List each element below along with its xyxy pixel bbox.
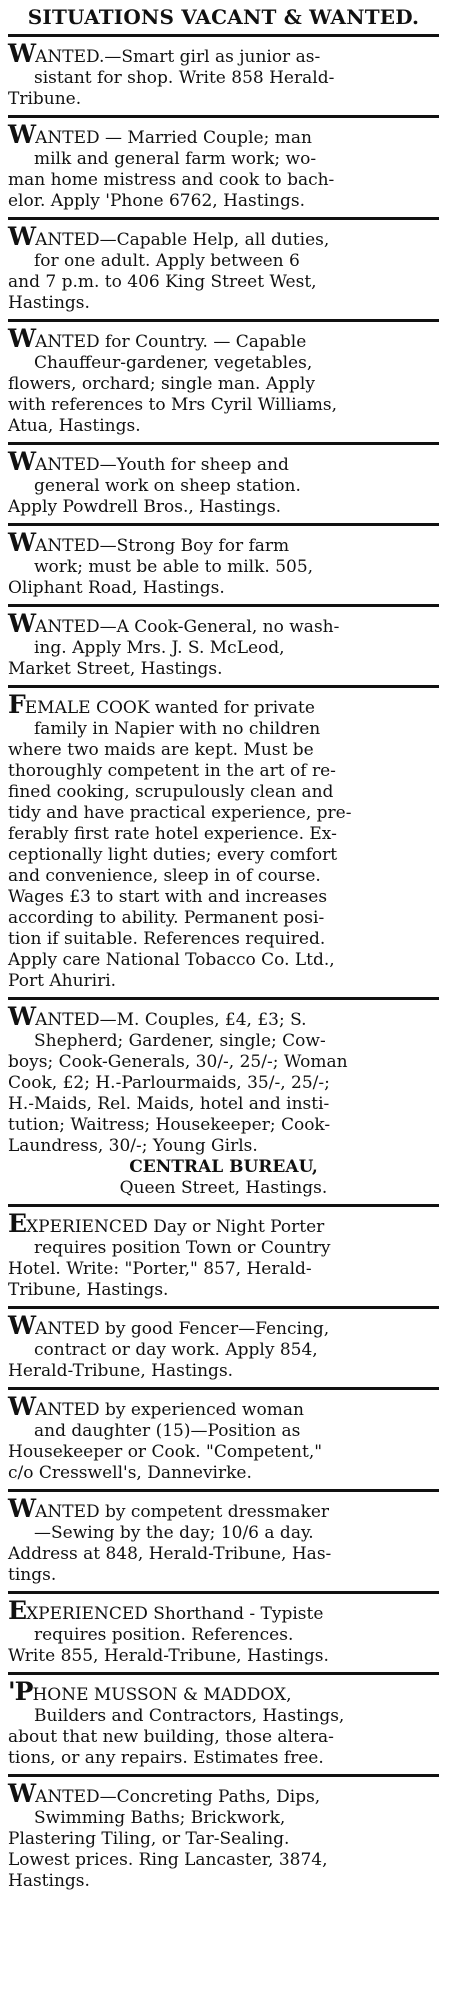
ad-line: requires position Town or Country [34, 1238, 331, 1258]
ad-line [8, 1677, 439, 1706]
ad-line: Laundress, 30/-; Young Girls. [8, 1136, 258, 1156]
ad-line: Chauffeur-gardener, vegetables, [34, 353, 313, 373]
ad-line: and 7 p.m. to 406 King Street West, [8, 272, 317, 292]
ad-line [8, 39, 439, 68]
drop-initial: W [8, 1392, 36, 1421]
classified-ad [8, 115, 439, 217]
classified-ad [8, 1672, 439, 1774]
drop-initial: W [8, 1311, 36, 1340]
ad-line: boys; Cook-Generals, 30/-, 25/-; Woman [8, 1052, 348, 1072]
ad-line: tions, or any repairs. Estimates free. [8, 1748, 324, 1768]
classified-ad [8, 604, 439, 685]
drop-initial: W [8, 222, 36, 251]
ad-line: Address at 848, Herald-Tribune, Has- [8, 1544, 332, 1564]
ad-line: tings. [8, 1565, 57, 1585]
ad-line: Plastering Tiling, or Tar-Sealing. [8, 1829, 290, 1849]
drop-initial: W [8, 528, 36, 557]
ad-line: Shepherd; Gardener, single; Cow- [34, 1031, 326, 1051]
ad-line: Hastings. [8, 1871, 90, 1891]
classified-ad [8, 217, 439, 319]
ad-line: and convenience, sleep in of course. [8, 866, 321, 886]
ad-line: milk and general farm work; wo- [34, 149, 317, 169]
ad-line: Tribune, Hastings. [8, 1280, 169, 1300]
classified-ad [8, 1591, 439, 1672]
ad-first-line: ANTED.—Smart girl as junior as- [35, 47, 321, 67]
ad-first-line: ANTED — Married Couple; man [35, 128, 312, 148]
ad-line: tidy and have practical experience, pre- [8, 803, 352, 823]
ad-line: with references to Mrs Cyril Williams, [8, 395, 338, 415]
ad-line: general work on sheep station. [34, 476, 301, 496]
ad-line [8, 1494, 439, 1523]
drop-initial: 'P [8, 1677, 33, 1706]
ad-line: work; must be able to milk. 505, [34, 557, 314, 577]
ad-line [8, 1002, 439, 1031]
ad-line [8, 609, 439, 638]
ad-first-line: ANTED—A Cook-General, no wash- [35, 617, 340, 637]
ad-line: Wages £3 to start with and increases [8, 887, 328, 907]
ad-line: Tribune. [8, 89, 82, 109]
ad-line: Write 855, Herald-Tribune, Hastings. [8, 1646, 329, 1666]
ad-signature: CENTRAL BUREAU, [129, 1157, 318, 1177]
ad-line: family in Napier with no children [34, 719, 321, 739]
ad-line: Cook, £2; H.-Parlourmaids, 35/-, 25/-; [8, 1073, 330, 1093]
ad-line [8, 528, 439, 557]
ad-line: Atua, Hastings. [8, 416, 141, 436]
ad-line: about that new building, those altera- [8, 1727, 334, 1747]
classified-ad [8, 1306, 439, 1387]
ad-line: Lowest prices. Ring Lancaster, 3874, [8, 1850, 328, 1870]
ad-first-line: XPERIENCED Shorthand - Typiste [26, 1604, 324, 1624]
ad-first-line: EMALE COOK wanted for private [24, 698, 315, 718]
drop-initial: F [8, 690, 25, 719]
ad-line: Oliphant Road, Hastings. [8, 578, 225, 598]
drop-initial: W [8, 447, 36, 476]
ad-line: requires position. References. [34, 1625, 294, 1645]
ad-first-line: ANTED—Youth for sheep and [35, 455, 289, 475]
ad-line [8, 324, 439, 353]
drop-initial: W [8, 1002, 36, 1031]
ad-first-line: ANTED for Country. — Capable [35, 332, 307, 352]
ad-line: Hastings. [8, 293, 90, 313]
ad-line [8, 447, 439, 476]
ad-line: H.-Maids, Rel. Maids, hotel and insti- [8, 1094, 330, 1114]
ad-line: tution; Waitress; Housekeeper; Cook- [8, 1115, 331, 1135]
ad-first-line: ANTED—M. Couples, £4, £3; S. [35, 1010, 307, 1030]
ad-line: and daughter (15)—Position as [34, 1421, 301, 1441]
classified-ad [8, 1489, 439, 1591]
drop-initial: W [8, 609, 36, 638]
ad-line: thoroughly competent in the art of re- [8, 761, 336, 781]
ad-line: —Sewing by the day; 10/6 a day. [34, 1523, 314, 1543]
ad-line: Apply care National Tobacco Co. Ltd., [8, 950, 335, 970]
ad-line [8, 120, 439, 149]
ad-line: flowers, orchard; single man. Apply [8, 374, 315, 394]
classified-ad [8, 1387, 439, 1489]
ad-line: elor. Apply 'Phone 6762, Hastings. [8, 191, 305, 211]
ad-line [8, 1596, 439, 1625]
drop-initial: W [8, 324, 36, 353]
ad-line [8, 690, 439, 719]
ad-line: ceptionally light duties; every comfort [8, 845, 338, 865]
ads-list [8, 34, 439, 1897]
drop-initial: W [8, 120, 36, 149]
drop-initial: W [8, 39, 36, 68]
ad-first-line: ANTED by experienced woman [35, 1400, 304, 1420]
classified-ad [8, 319, 439, 442]
ad-first-line: ANTED—Strong Boy for farm [35, 536, 290, 556]
drop-initial: E [8, 1596, 27, 1625]
ad-line: Apply Powdrell Bros., Hastings. [8, 497, 282, 517]
ad-first-line: HONE MUSSON & MADDOX, [32, 1685, 292, 1705]
ad-first-line: ANTED—Capable Help, all duties, [35, 230, 330, 250]
ad-line [8, 1392, 439, 1421]
ad-line: ferably first rate hotel experience. Ex- [8, 824, 337, 844]
classified-ad [8, 997, 439, 1204]
classified-ad [8, 442, 439, 523]
ad-line: where two maids are kept. Must be [8, 740, 314, 760]
ad-line: Port Ahuriri. [8, 971, 117, 991]
ad-first-line: ANTED by competent dressmaker [35, 1502, 330, 1522]
ad-line: Swimming Baths; Brickwork, [34, 1808, 286, 1828]
ad-line: for one adult. Apply between 6 [34, 251, 300, 271]
drop-initial: E [8, 1209, 27, 1238]
drop-initial: W [8, 1494, 36, 1523]
ad-line: contract or day work. Apply 854, [34, 1340, 318, 1360]
classified-ad [8, 685, 439, 997]
classified-ad [8, 523, 439, 604]
ad-signature: Queen Street, Hastings. [119, 1178, 328, 1198]
ad-line: Hotel. Write: "Porter," 857, Herald- [8, 1259, 312, 1279]
classified-ad [8, 1204, 439, 1306]
ad-line [8, 222, 439, 251]
ad-line: c/o Cresswell's, Dannevirke. [8, 1463, 252, 1483]
ad-first-line: XPERIENCED Day or Night Porter [26, 1217, 325, 1237]
ad-line [8, 1779, 439, 1808]
ad-line: Builders and Contractors, Hastings, [34, 1706, 345, 1726]
classified-ad [8, 1774, 439, 1897]
ad-first-line: ANTED by good Fencer—Fencing, [35, 1319, 330, 1339]
ad-line [8, 1311, 439, 1340]
ad-line [8, 1209, 439, 1238]
ad-line: ing. Apply Mrs. J. S. McLeod, [34, 638, 285, 658]
ad-first-line: ANTED—Concreting Paths, Dips, [35, 1787, 321, 1807]
ad-line: tion if suitable. References required. [8, 929, 326, 949]
ad-line: Herald-Tribune, Hastings. [8, 1361, 234, 1381]
classified-ad [8, 34, 439, 115]
ad-line: sistant for shop. Write 858 Herald- [34, 68, 335, 88]
ad-line: fined cooking, scrupulously clean and [8, 782, 334, 802]
drop-initial: W [8, 1779, 36, 1808]
ad-line: according to ability. Permanent posi- [8, 908, 325, 928]
ad-line: Market Street, Hastings. [8, 659, 223, 679]
section-heading: SITUATIONS VACANT & WANTED. [27, 5, 420, 29]
ad-line: man home mistress and cook to bach- [8, 170, 335, 190]
ad-line: Housekeeper or Cook. "Competent," [8, 1442, 323, 1462]
